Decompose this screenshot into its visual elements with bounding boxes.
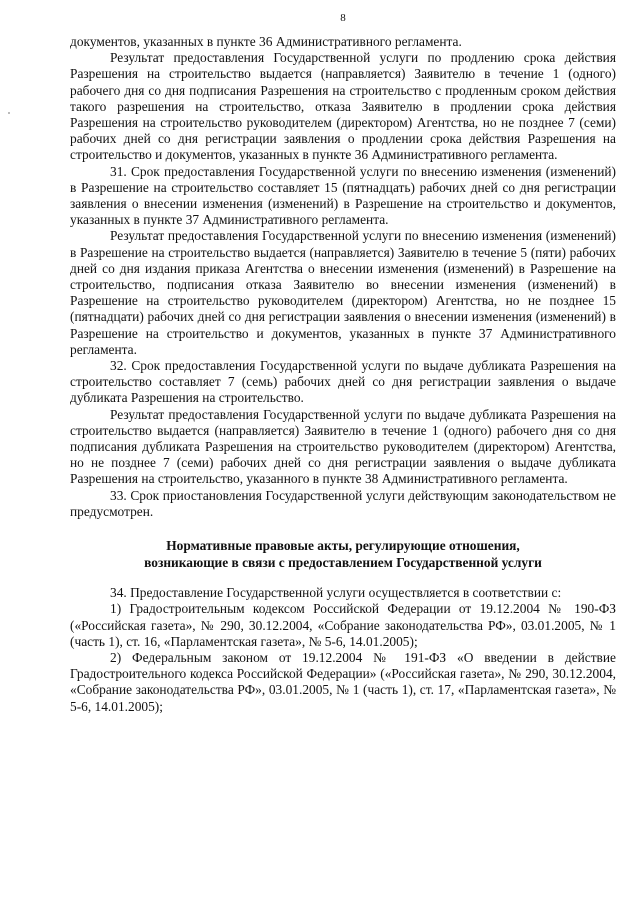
paragraph: 34. Предоставление Государственной услуги осуществляется в соответствии с: (110, 585, 562, 601)
body-text-after (70, 585, 616, 715)
paragraph: 33. Срок приостановления Государственной услуги действующим законодательством не предусмотрен. (70, 487, 616, 519)
paragraph: 2) Федеральным законом от 19.12.2004 № 191-ФЗ «О введении в действие Градостроительного кодекса Российской Федерации» («Российская газета», № 290, 30.12.2004, «Собрание законодательства РФ», 03.01.2005, № 1 (часть 1), ст. 17, «Парламентская газета», № 5-6, 14.01.2005); (70, 649, 616, 714)
paragraph: 31. Срок предоставления Государственной услуги по внесению изменения (изменений) в Разрешение на строительство составляет 15 (пятнадцать) рабочих дней со дня регистрации заявления о внесении изменения (изменений) в Разрешение на строительство и документов, указанных в пункте 37 Административного регламента. (70, 163, 616, 228)
page-number: 8 (340, 12, 346, 24)
paragraph: Результат предоставления Государственной услуги по внесению изменения (изменений) в Разрешение на строительство выдается (направляется) Заявителю в течение 5 (пяти) рабочих дней со дня издания приказа Агентства о внесении изменения (изменений) в Разрешение на строительство, подписания отказа Заявителю во внесении изменения (изменений) в Разрешение на строительство руководителем (директором) Агентства, но не позднее 15 (пятнадцати) рабочих дней со дня регистрации заявления о внесении изменения (изменений) в Разрешение на строительство и документов, указанных в пункте 37 Административного регламента. (70, 228, 616, 357)
document-page (70, 12, 616, 715)
paragraph: документов, указанных в пункте 36 Административного регламента. (70, 34, 462, 49)
paragraph: Результат предоставления Государственной услуги по выдаче дубликата Разрешения на строительство выдается (направляется) Заявителю в течение 1 (одного) рабочего дня со дня подписания дубликата Разрешения на строительство руководителем (директором) Агентства, но не позднее 7 (семи) рабочих дней со дня регистрации заявления о выдаче дубликата Разрешения на строительство, указанного в пункте 38 Административного регламента. (70, 406, 616, 487)
scan-speck (8, 112, 10, 114)
section-heading-line: Нормативные правовые акты, регулирующие отношения, (166, 538, 520, 554)
section-heading-line: возникающие в связи с предоставлением Государственной услуги (144, 554, 542, 570)
paragraph: Результат предоставления Государственной услуги по продлению срока действия Разрешения на строительство выдается (направляется) Заявителю в течение 1 (одного) рабочего дня со дня подписания Разрешения на строительство с продленным сроком действия такого разрешения на строительство, отказа Заявителю в продлении срока действия Разрешения на строительство руководителем (директором) Агентства, но не позднее 7 (семи) рабочих дней со дня регистрации заявления о продлении срока действия Разрешения на строительство и документов, указанных в пункте 36 Административного регламента. (70, 50, 616, 163)
paragraph: 32. Срок предоставления Государственной услуги по выдаче дубликата Разрешения на строительство составляет 7 (семь) рабочих дней со дня регистрации заявления о выдаче дубликата Разрешения на строительство. (70, 358, 616, 406)
body-text-before (70, 34, 616, 520)
section-heading (70, 538, 616, 571)
paragraph: 1) Градостроительным кодексом Российской Федерации от 19.12.2004 № 190-ФЗ («Российская газета», № 290, 30.12.2004, «Собрание законодательства РФ», 03.01.2005, № 1 (часть 1), ст. 16, «Парламентская газета», № 5-6, 14.01.2005); (70, 601, 616, 649)
